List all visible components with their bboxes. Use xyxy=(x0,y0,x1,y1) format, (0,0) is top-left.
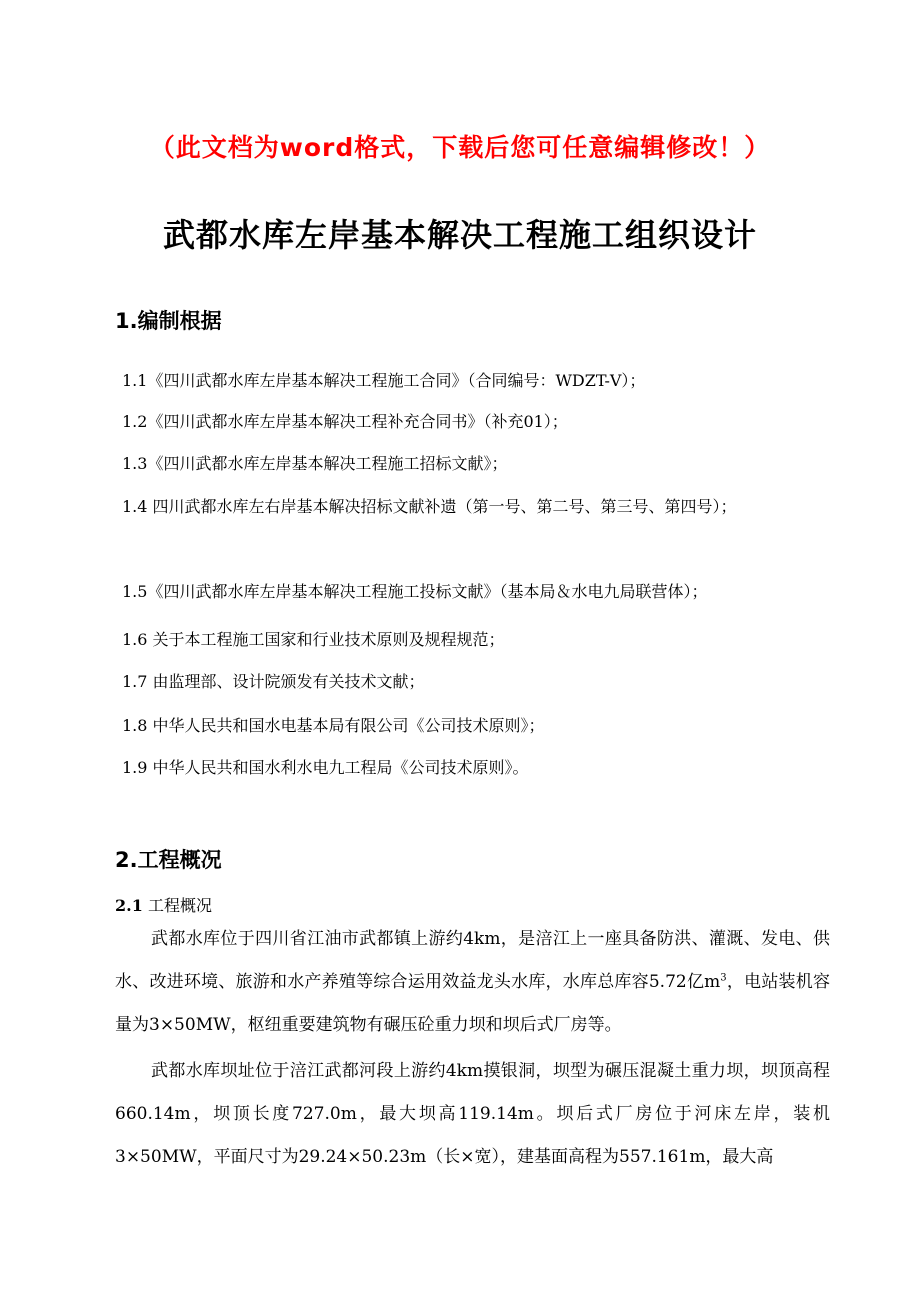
overview-paragraph xyxy=(115,918,830,1047)
dam-paragraph: 武都水库坝址位于涪江武都河段上游约4km摸银洞，坝型为碾压混凝土重力坝，坝顶高程660.14m，坝顶长度727.0m，最大坝高119.14m。坝后式厂房位于河床左岸，装机3×50MW，平面尺寸为29.24×50.23m（长×宽），建基面高程为557.161m，最大高 xyxy=(115,1061,830,1167)
basis-item: 1.5《四川武都水库左岸基本解决工程施工投标文献》（基本局＆水电九局联营体）； xyxy=(122,582,708,601)
basis-item: 1.3《四川武都水库左岸基本解决工程施工招标文献》； xyxy=(122,454,508,473)
basis-item: 1.9 中华人民共和国水利水电九工程局《公司技术原则》。 xyxy=(122,758,529,777)
subsection-number: 2.1 xyxy=(115,896,143,915)
basis-item: 1.4 四川武都水库左右岸基本解决招标文献补遗（第一号、第二号、第三号、第四号）； xyxy=(122,497,737,516)
subsection-heading xyxy=(115,894,212,918)
basis-item: 1.7 由监理部、设计院颁发有关技术文献； xyxy=(122,672,425,691)
section-1-heading: 1.编制根据 xyxy=(115,309,222,333)
basis-item: 1.6 关于本工程施工国家和行业技术原则及规程规范； xyxy=(122,630,505,649)
overview-text-end: ，电站装机容量为3×50MW，枢纽重要建筑物有碾压砼重力坝和坝后式厂房等。 xyxy=(115,972,830,1035)
basis-item: 1.2《四川武都水库左岸基本解决工程补充合同书》（补充01）； xyxy=(122,412,568,431)
basis-item: 1.1《四川武都水库左岸基本解决工程施工合同》（合同编号：WDZT-Ⅴ）； xyxy=(122,371,646,390)
basis-item: 1.8 中华人民共和国水电基本局有限公司《公司技术原则》； xyxy=(122,716,545,735)
format-notice: （此文档为word格式，下载后您可任意编辑修改！） xyxy=(149,133,771,162)
overview-text: 武都水库位于四川省江油市武都镇上游约4km，是涪江上一座具备防洪、灌溉、发电、供水、改进环境、旅游和水产养殖等综合运用效益龙头水库，水库总库容5.72亿m xyxy=(115,929,830,992)
section-2-heading: 2.工程概况 xyxy=(115,848,222,872)
superscript: 3 xyxy=(720,972,727,984)
subsection-title: 工程概况 xyxy=(147,896,212,915)
document-title: 武都水库左岸基本解决工程施工组织设计 xyxy=(162,216,757,254)
